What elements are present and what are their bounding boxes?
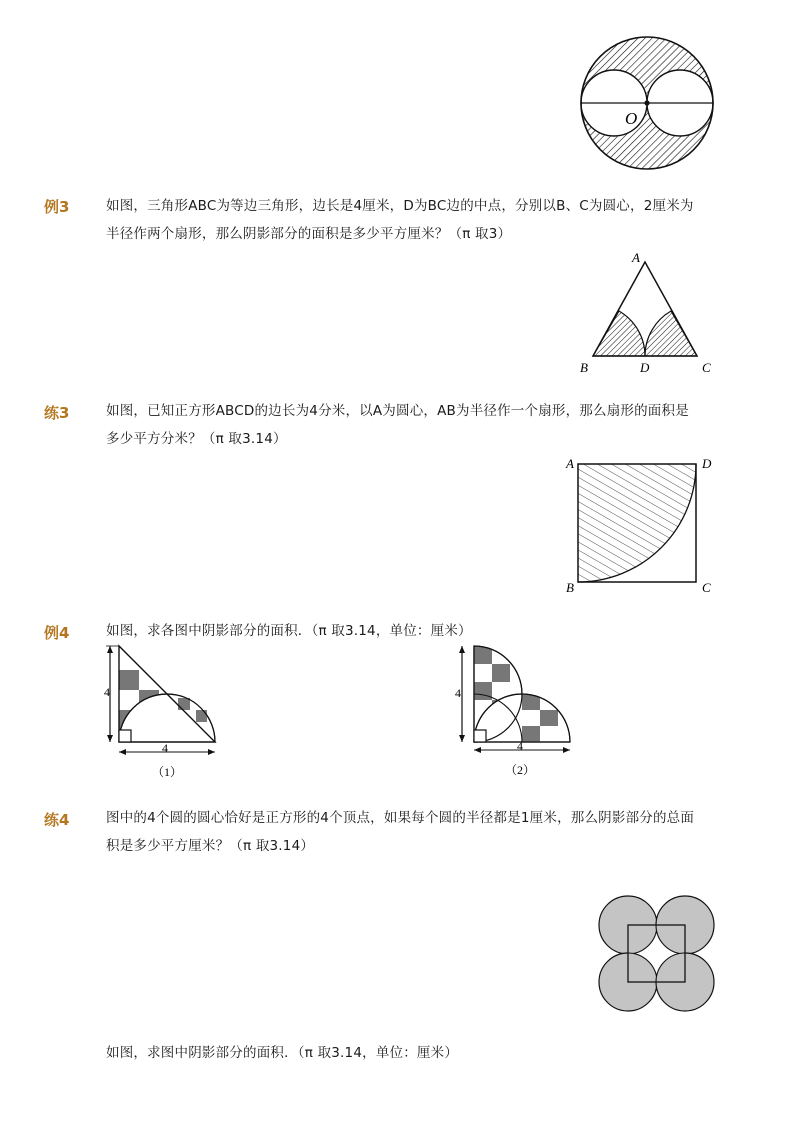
practice-4-line-1: 图中的4个圆的圆心恰好是正方形的4个顶点，如果每个圆的半径都是1厘米，那么阴影部分的总面 bbox=[106, 810, 695, 826]
example-3-text bbox=[106, 192, 726, 248]
practice-3-label: 练3 bbox=[44, 404, 70, 422]
example-3-line-2: 半径作两个扇形，那么阴影部分的面积是多少平方厘米？（π 取3） bbox=[106, 226, 512, 242]
triangle-figure bbox=[576, 250, 726, 380]
triangle-label-c: C bbox=[702, 360, 711, 375]
fig2-side-label: 4 bbox=[455, 686, 461, 700]
square-sector-figure bbox=[562, 452, 720, 600]
footer-problem-text: 如图，求图中阴影部分的面积．（π 取3.14，单位：厘米） bbox=[106, 1045, 459, 1061]
practice-4-line-2: 积是多少平方厘米？（π 取3.14） bbox=[106, 838, 315, 854]
practice-4-text bbox=[106, 804, 726, 860]
top-circle-figure bbox=[576, 36, 718, 178]
fig1-bottom-label: 4 bbox=[162, 741, 168, 755]
square-label-a: A bbox=[566, 456, 574, 471]
example-3-line-1: 如图，三角形ABC为等边三角形，边长是4厘米，D为BC边的中点，分别以B、C为圆心，2厘米为 bbox=[106, 198, 694, 214]
practice-3-line-2: 多少平方分米？（π 取3.14） bbox=[106, 431, 287, 447]
center-label-o: O bbox=[625, 109, 638, 128]
square-label-c: C bbox=[702, 580, 711, 595]
triangle-label-a: A bbox=[632, 250, 640, 265]
fig2-bottom-label: 4 bbox=[517, 739, 523, 753]
square-label-d: D bbox=[702, 456, 712, 471]
example-3-label: 例3 bbox=[44, 198, 70, 216]
fig1-caption: （1） bbox=[152, 765, 183, 779]
example-4-label: 例4 bbox=[44, 624, 70, 642]
practice-3-text bbox=[106, 397, 726, 453]
four-circles-figure bbox=[596, 892, 718, 1016]
practice-3-line-1: 如图，已知正方形ABCD的边长为4分米，以A为圆心，AB为半径作一个扇形，那么扇形的面积是 bbox=[106, 403, 689, 419]
example-4-figure-1 bbox=[100, 642, 224, 784]
square-label-b: B bbox=[566, 580, 574, 595]
example-4-line-1: 如图，求各图中阴影部分的面积．（π 取3.14，单位：厘米） bbox=[106, 623, 472, 639]
practice-4-label: 练4 bbox=[44, 811, 70, 829]
fig2-caption: （2） bbox=[505, 763, 536, 777]
triangle-label-d: D bbox=[640, 360, 650, 375]
example-4-text bbox=[106, 617, 726, 645]
fig1-side-label: 4 bbox=[104, 685, 110, 699]
example-4-figure-2 bbox=[450, 642, 578, 784]
triangle-label-b: B bbox=[580, 360, 588, 375]
